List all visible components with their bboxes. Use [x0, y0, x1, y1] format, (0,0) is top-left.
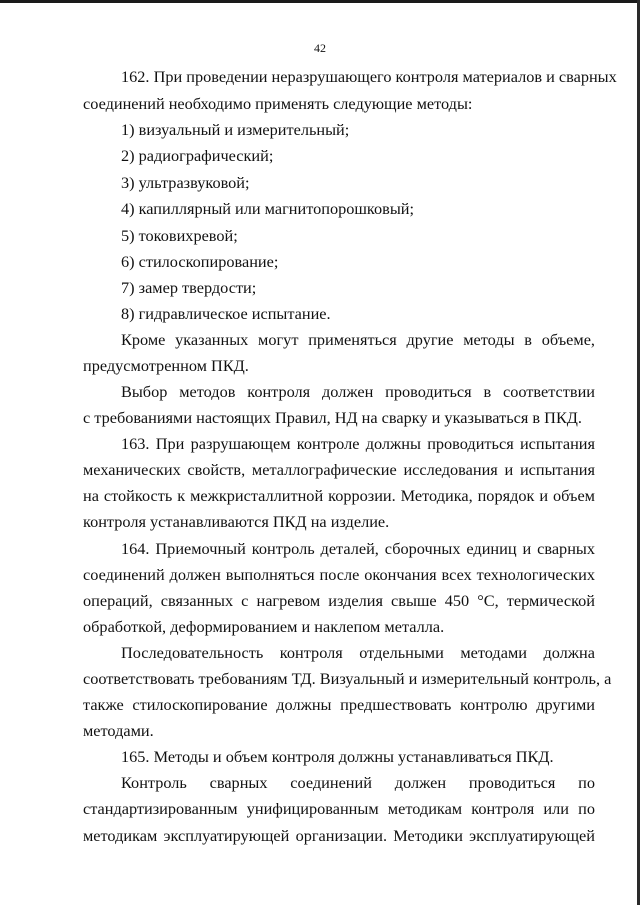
- text-line: предусмотренном ПКД.: [83, 356, 249, 375]
- text-line: 3) ультразвуковой;: [121, 173, 250, 192]
- text-line: соединений необходимо применять следующие методы:: [83, 94, 473, 113]
- text-line: 162. При проведении неразрушающего контроля материалов и сварных: [121, 67, 617, 86]
- text-line: обработкой, деформированием и наклепом металла.: [83, 617, 445, 636]
- text-line: 163. При разрушающем контроле должны проводиться испытания: [121, 434, 595, 453]
- text-line: Последовательность контроля отдельными методами должна: [121, 643, 595, 662]
- text-line: механических свойств, металлографические исследования и испытания: [83, 460, 595, 479]
- text-line: 8) гидравлическое испытание.: [121, 304, 331, 323]
- text-line: соответствовать требованиям ТД. Визуальный и измерительный контроль, а: [83, 669, 612, 688]
- text-line: Кроме указанных могут применяться другие методы в объеме,: [121, 330, 595, 349]
- page-number: 42: [314, 41, 326, 55]
- text-line: Выбор методов контроля должен проводиться в соответствии: [121, 382, 595, 401]
- text-line: стандартизированным унифицированным методикам контроля или по: [83, 799, 595, 818]
- text-line: с требованиями настоящих Правил, НД на сварку и указываться в ПКД.: [83, 408, 582, 427]
- text-line: 2) радиографический;: [121, 146, 274, 165]
- text-line: 164. Приемочный контроль деталей, сборочных единиц и сварных: [121, 539, 595, 558]
- text-line: операций, связанных с нагревом изделия свыше 450 °С, термической: [83, 591, 595, 610]
- text-line: методикам эксплуатирующей организации. Методики эксплуатирующей: [83, 826, 595, 845]
- text-line: Контроль сварных соединений должен проводиться по: [121, 773, 595, 792]
- text-line: 4) капиллярный или магнитопорошковый;: [121, 199, 414, 218]
- text-line: 6) стилоскопирование;: [121, 252, 279, 271]
- text-line: контроля устанавливаются ПКД на изделие.: [83, 512, 390, 531]
- text-line: на стойкость к межкристаллитной коррозии. Методика, порядок и объем: [83, 486, 595, 505]
- text-line: методами.: [83, 721, 154, 740]
- text-line: 7) замер твердости;: [121, 278, 257, 297]
- text-line: соединений должен выполняться после окончания всех технологических: [83, 565, 595, 584]
- scan-edge-top: [0, 0, 640, 3]
- text-line: также стилоскопирование должны предшествовать контролю другими: [83, 695, 595, 714]
- text-line: 1) визуальный и измерительный;: [121, 120, 350, 139]
- text-line: 165. Методы и объем контроля должны устанавливаться ПКД.: [121, 747, 554, 766]
- text-line: 5) токовихревой;: [121, 226, 238, 245]
